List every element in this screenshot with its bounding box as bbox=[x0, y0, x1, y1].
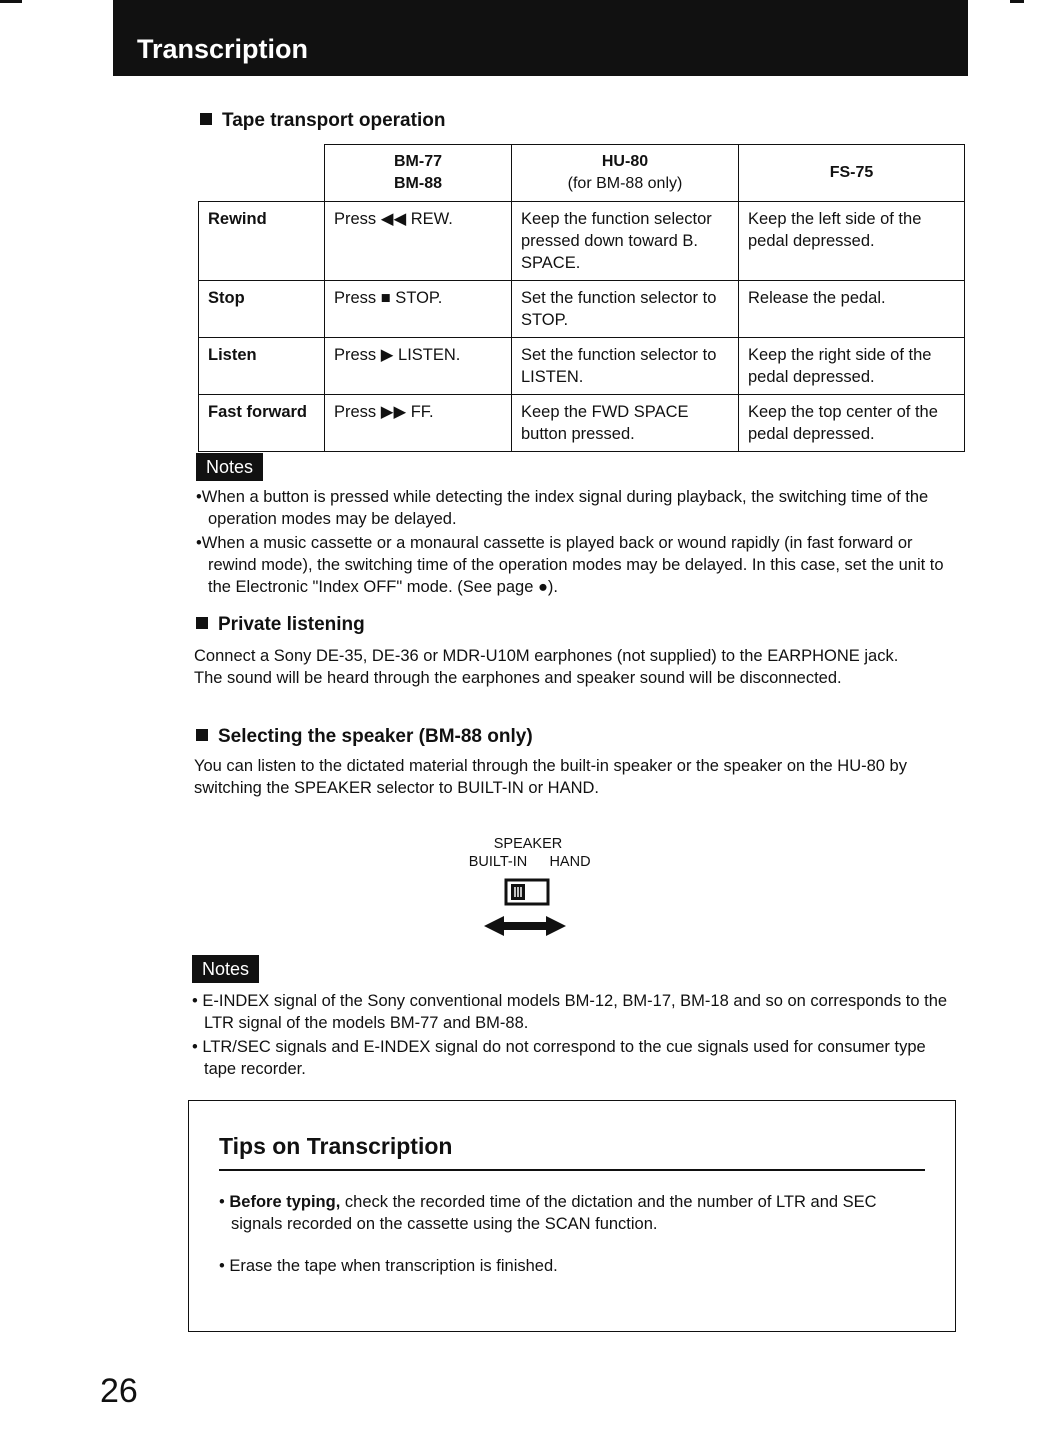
cell-ff-fs: Keep the top center of the pedal depressed. bbox=[739, 395, 965, 452]
header-bar bbox=[113, 0, 968, 76]
column-header-bm-line1: BM-77 bbox=[393, 153, 442, 170]
row-label-fast-forward: Fast forward bbox=[199, 395, 325, 452]
tips-item: • Erase the tape when transcription is finished. bbox=[219, 1257, 558, 1275]
tips-box bbox=[188, 1100, 956, 1332]
tape-transport-heading-text: Tape transport operation bbox=[222, 110, 446, 131]
tape-transport-table bbox=[198, 144, 965, 452]
tape-transport-heading bbox=[200, 110, 445, 132]
note-item: • LTR/SEC signals and E-INDEX signal do not correspond to the cue signals used for consumer type tape recorder. bbox=[192, 1038, 926, 1078]
table-row bbox=[199, 338, 965, 395]
speaker-switch-title: SPEAKER bbox=[493, 836, 563, 852]
cell-listen-hu: Set the function selector to LISTEN. bbox=[512, 338, 739, 395]
tips-item: • Before typing, check the recorded time of the dictation and the number of LTR and SEC signals recorded on the cassette using the SCAN function. bbox=[219, 1193, 877, 1233]
corner-mark-right bbox=[1010, 0, 1024, 3]
square-bullet-icon bbox=[200, 113, 212, 125]
table-row bbox=[199, 395, 965, 452]
private-listening-heading-text: Private listening bbox=[218, 614, 365, 635]
square-bullet-icon bbox=[196, 617, 208, 629]
tips-item2-text: Erase the tape when transcription is finished. bbox=[229, 1257, 558, 1275]
square-bullet-icon bbox=[196, 729, 208, 741]
speaker-text bbox=[194, 755, 954, 799]
cell-ff-hu: Keep the FWD SPACE button pressed. bbox=[512, 395, 739, 452]
cell-listen-bm: Press ▶ LISTEN. bbox=[325, 338, 512, 395]
tips-item1-bold: Before typing, bbox=[229, 1193, 341, 1211]
speaker-selector-switch-icon bbox=[480, 876, 576, 942]
private-listening-p1: Connect a Sony DE-35, DE-36 or MDR-U10M earphones (not supplied) to the EARPHONE jack. bbox=[194, 647, 899, 665]
page-number: 26 bbox=[100, 1372, 138, 1410]
table-corner-cell bbox=[199, 145, 325, 202]
column-header-bm-line2: BM-88 bbox=[393, 175, 442, 192]
cell-rewind-fs: Keep the left side of the pedal depressed. bbox=[739, 202, 965, 281]
tips-title: Tips on Transcription bbox=[219, 1133, 453, 1159]
speaker-heading bbox=[196, 726, 533, 748]
tips-divider bbox=[219, 1169, 925, 1171]
column-header-fs-line1: FS-75 bbox=[829, 164, 874, 181]
cell-stop-bm: Press ■ STOP. bbox=[325, 281, 512, 338]
table-header-row bbox=[199, 145, 965, 202]
row-label-stop: Stop bbox=[199, 281, 325, 338]
note-item: •When a button is pressed while detecting the index signal during playback, the switching time of the operation modes may be delayed. bbox=[196, 488, 929, 528]
cell-stop-fs: Release the pedal. bbox=[739, 281, 965, 338]
cell-listen-fs: Keep the right side of the pedal depressed. bbox=[739, 338, 965, 395]
cell-rewind-bm: Press ◀◀ REW. bbox=[325, 202, 512, 281]
table-row bbox=[199, 202, 965, 281]
column-header-hu bbox=[512, 145, 739, 202]
notes-list bbox=[192, 990, 952, 1082]
notes-list bbox=[196, 486, 956, 600]
cell-stop-hu: Set the function selector to STOP. bbox=[512, 281, 739, 338]
speaker-heading-text: Selecting the speaker (BM-88 only) bbox=[218, 726, 533, 747]
column-header-bm bbox=[325, 145, 512, 202]
column-header-hu-line2: (for BM-88 only) bbox=[567, 175, 683, 192]
note-item: •When a music cassette or a monaural cassette is played back or wound rapidly (in fast forward or rewind mode), the switching time of the operation modes may be delayed. In this case, set the unit to the Electronic "Index OFF" mode. (See page ●). bbox=[196, 534, 944, 596]
cell-ff-bm: Press ▶▶ FF. bbox=[325, 395, 512, 452]
column-header-fs bbox=[739, 145, 965, 202]
private-listening-heading bbox=[196, 614, 365, 636]
speaker-p1: You can listen to the dictated material through the built-in speaker or the speaker on the HU-80 by switching the SPEAKER selector to BUILT-IN or HAND. bbox=[194, 757, 907, 797]
cell-rewind-hu: Keep the function selector pressed down toward B. SPACE. bbox=[512, 202, 739, 281]
row-label-listen: Listen bbox=[199, 338, 325, 395]
column-header-hu-line1: HU-80 bbox=[601, 153, 649, 170]
tips-item1-rest: check the recorded time of the dictation and the number of LTR and SEC signals recorded on the cassette using the SCAN function. bbox=[231, 1193, 877, 1233]
private-listening-text bbox=[194, 645, 964, 689]
page-title: Transcription bbox=[137, 34, 309, 64]
notes-tag: Notes bbox=[196, 453, 263, 481]
private-listening-p2: The sound will be heard through the earphones and speaker sound will be disconnected. bbox=[194, 669, 842, 687]
notes-tag: Notes bbox=[192, 955, 259, 983]
row-label-rewind: Rewind bbox=[199, 202, 325, 281]
note-item: • E-INDEX signal of the Sony conventional models BM-12, BM-17, BM-18 and so on corresponds to the LTR signal of the models BM-77 and BM-88. bbox=[192, 992, 948, 1032]
corner-mark-left bbox=[0, 0, 22, 3]
speaker-switch-hand: HAND bbox=[549, 854, 591, 870]
table-row bbox=[199, 281, 965, 338]
tips-list bbox=[219, 1191, 919, 1297]
speaker-switch-built-in: BUILT-IN bbox=[468, 854, 528, 870]
